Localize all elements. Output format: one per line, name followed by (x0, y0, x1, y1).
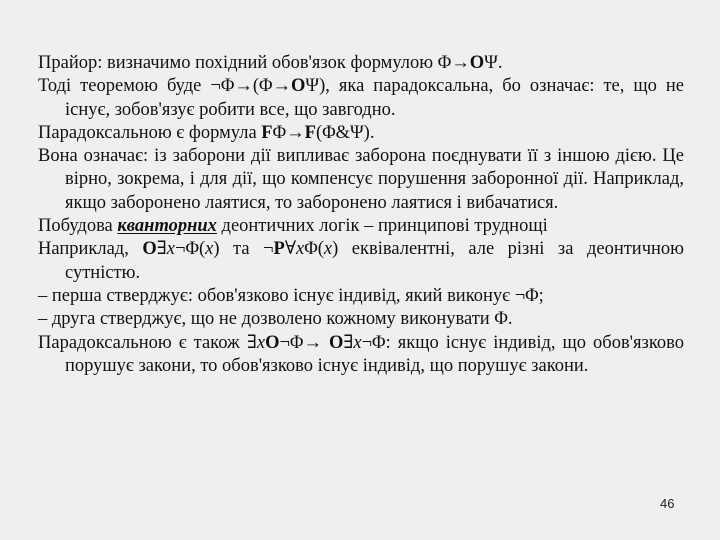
text: Побудова (38, 216, 118, 237)
quantifier: ∃ (246, 332, 257, 353)
text: Парадоксальною є формула (38, 122, 262, 143)
paragraph-prior-definition (38, 52, 684, 75)
text: – друга стверджує, що не дозволено кожному виконувати Φ. (38, 309, 513, 330)
formula: Ψ) (305, 76, 326, 97)
text: Прайор: визначимо похідний обов'язок формулою (38, 53, 438, 73)
text: Вона означає: із заборони дії випливає заборона поєднувати її з іншою дією. Це вірно, зокрема, і для дії, що компенсує порушення заборонної дії. Наприклад, якщо заборонено лаятися, то заборонено лаятися і вибачатися. (38, 146, 684, 213)
formula: Ψ (484, 53, 498, 73)
quantifier: ∀ (284, 239, 296, 260)
forbidden-operator: F (261, 122, 273, 143)
quantifier: ∃ (156, 239, 167, 260)
variable: x (323, 239, 333, 260)
paragraph-example (38, 238, 684, 285)
formula: ) (213, 239, 220, 260)
text: деонтичних логік – принципові труднощі (216, 216, 548, 237)
formula: ¬Φ (361, 332, 386, 353)
text: . (497, 53, 503, 73)
forbidden-operator: F (304, 122, 316, 143)
text: : якщо існує індивід, що обов'язково порушує закони, то обов'язково існує індивід, що порушує закони. (65, 332, 684, 376)
variable: x (353, 332, 362, 353)
variable: x (205, 239, 214, 260)
obligation-operator: O (328, 332, 344, 353)
page-number: 46 (660, 496, 675, 511)
permission-operator: P (273, 239, 285, 260)
text: , яка парадоксальна, бо означає: те, що не існує, зобов'язує робити все, що завгодно. (65, 76, 684, 120)
variable: x (166, 239, 176, 260)
text: та (219, 239, 264, 260)
paragraph-theorem (38, 75, 684, 122)
paragraph-second-claim (38, 308, 684, 331)
formula: Φ( (304, 239, 324, 260)
text: – перша стверджує: обов'язково існує індивід, який виконує ¬Φ; (38, 285, 544, 306)
paragraph-first-claim (38, 285, 684, 308)
obligation-operator: O (291, 76, 306, 97)
text: еквівалентні, але різні за деонтичною сутністю. (65, 239, 684, 283)
formula: ¬Φ→ (279, 332, 329, 353)
formula: Φ→ (437, 53, 470, 73)
formula: ¬Φ→(Φ→ (210, 76, 292, 97)
formula: ¬ (263, 239, 274, 260)
paragraph-paradox-formula (38, 122, 684, 145)
text: . (369, 122, 375, 143)
text: Парадоксальною є також (38, 332, 247, 353)
paragraph-also-paradox (38, 332, 684, 379)
text: Наприклад, (38, 239, 143, 260)
emphasis: кванторних (117, 216, 217, 237)
slide-content (38, 52, 684, 378)
paragraph-quantifier-logics (38, 215, 684, 238)
variable: x (256, 332, 266, 353)
variable: x (296, 239, 305, 260)
text: Тоді теоремою буде (38, 76, 211, 97)
obligation-operator: O (469, 53, 485, 73)
obligation-operator: O (265, 332, 280, 353)
formula: Φ→ (272, 122, 305, 143)
quantifier: ∃ (343, 332, 354, 353)
formula: ¬Φ( (175, 239, 206, 260)
paragraph-meaning (38, 145, 684, 215)
formula: (Φ&Ψ) (315, 122, 370, 143)
formula: ) (332, 239, 339, 260)
obligation-operator: O (142, 239, 157, 260)
